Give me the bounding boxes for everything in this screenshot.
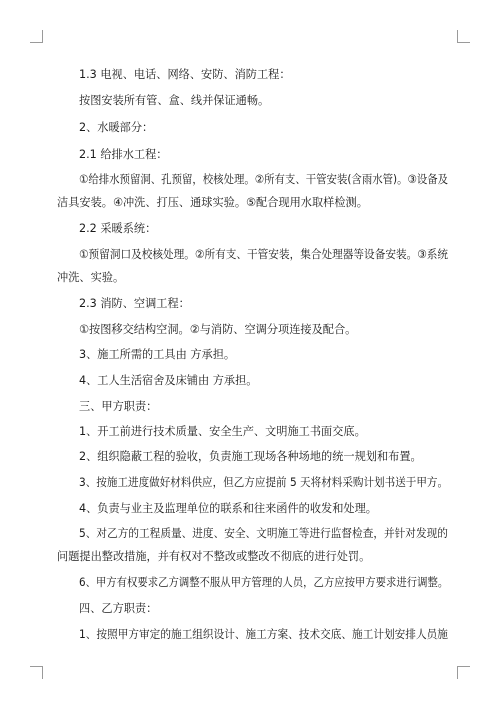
line-text: 3、按施工进度做好材料供应，但乙方应提前 5 天将材料采购计划书送于甲方。: [79, 476, 449, 489]
line-text: 1.3 电视、电话、网络、安防、消防工程：: [79, 68, 291, 81]
crop-mark-top-left: [30, 30, 43, 43]
line-text: 4、负责与业主及监理单位的联系和往来函件的收发和处理。: [79, 502, 377, 515]
line-text: ①按图移交结构空洞。②与消防、空调分项连接及配合。: [79, 323, 357, 336]
line-text: 1、按照甲方审定的施工组织设计、施工方案、技术交底、施工计划安排人员施: [79, 628, 448, 641]
line-text: 三、甲方职责：: [79, 400, 158, 413]
line-text: 2.3 消防、空调工程：: [79, 297, 190, 310]
line-text: 3、施工所需的工具由 方承担。: [79, 348, 236, 361]
line-text: 2.1 给排水工程：: [79, 148, 168, 161]
line-text: 洁具安装。④冲洗、打压、通球实验。⑤配合现用水取样检测。: [57, 196, 368, 209]
line-text: 2.2 采暖系统：: [79, 222, 157, 235]
crop-mark-bottom-left: [30, 666, 43, 679]
line-text: ①给排水预留洞、孔预留，校核处理。②所有支、干管安装(含雨水管)。③设备及: [79, 173, 449, 186]
line-text: 冲洗、实验。: [57, 271, 125, 284]
line-text: 5、对乙方的工程质量、进度、安全、文明施工等进行监督检查，并针对发现的: [79, 527, 448, 540]
line-text: 2、组织隐蔽工程的验收，负责施工现场各种场地的统一规划和布置。: [79, 450, 422, 463]
line-text: 6、甲方有权要求乙方调整不服从甲方管理的人员，乙方应按甲方要求进行调整。: [79, 576, 449, 589]
line-text: 问题提出整改措施，并有权对不整改或整改不彻底的进行处罚。: [57, 550, 371, 563]
line-text: 4、工人生活宿舍及床铺由 方承担。: [79, 374, 258, 387]
line-text: 2、水暖部分：: [79, 121, 154, 134]
line-text: 1、开工前进行技术质量、安全生产、文明施工书面交底。: [79, 425, 366, 438]
line-text: 四、乙方职责：: [79, 602, 158, 615]
line-text: ①预留洞口及校核处理。②所有支、干管安装，集合处理器等设备安装。③系统: [79, 248, 449, 261]
crop-mark-bottom-right: [457, 666, 470, 679]
crop-mark-top-right: [457, 30, 470, 43]
line-text: 按图安装所有管、盒、线并保证通畅。: [79, 94, 270, 107]
